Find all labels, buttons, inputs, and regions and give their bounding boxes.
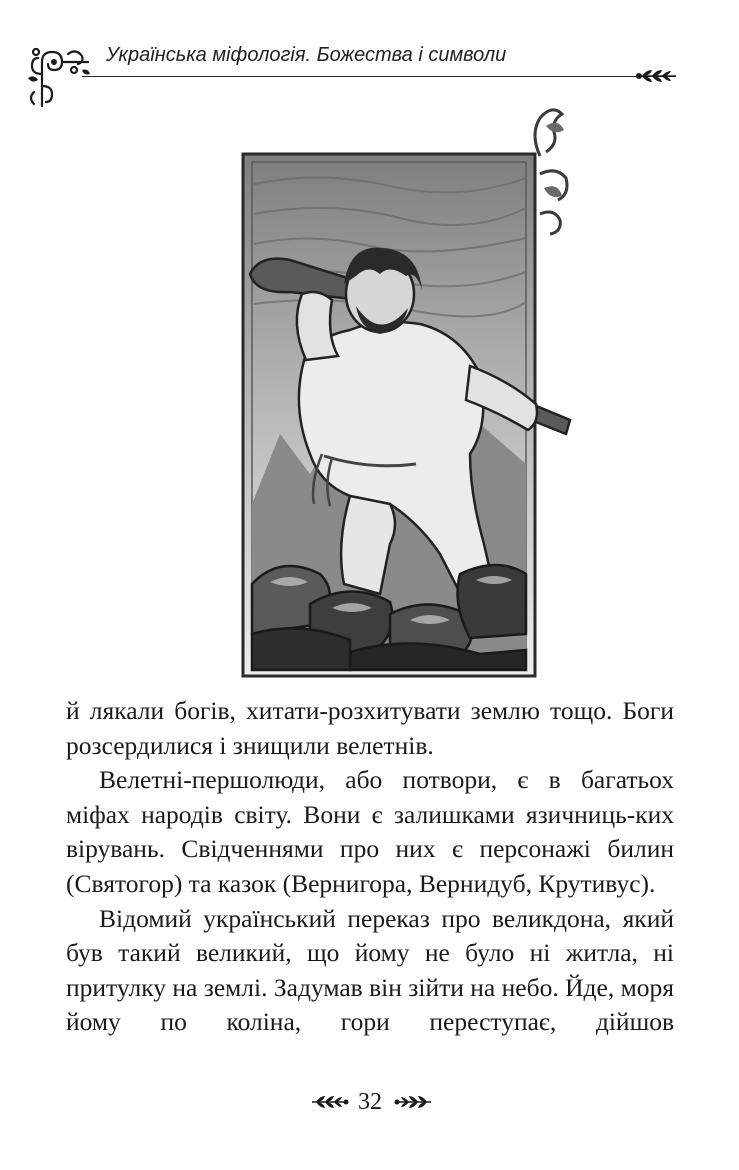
paragraph-1: й лякали богів, хитати-розхитувати землю тощо. Боги розсердилися і знищили велетнів. (66, 696, 674, 760)
leaf-flourish-icon (634, 66, 678, 86)
body-text (66, 694, 674, 1040)
page-footer (0, 1088, 739, 1118)
leaf-flourish-icon (310, 1092, 350, 1112)
leaf-flourish-icon (393, 1092, 433, 1112)
page-number: 32 (358, 1089, 382, 1115)
corner-flourish-icon (24, 44, 94, 110)
paragraph-3: Відомий український переказ про великдона, який був такий великий, що йому не було ні житла, ні притулку на землі. Задумав він зійти на небо. Йде, моря йому по коліна, гори переступає, дійшов (66, 903, 674, 1037)
header-rule (82, 76, 676, 77)
running-header-title: Українська міфологія. Божества і символи (106, 44, 507, 66)
paragraph-2: Велетні-першолюди, або потвори, є в багатьох міфах народів світу. Вони є залишками язичниць-ких вірувань. Свідченнями про них є персонажі билин (Святогор) та казок (Вернигора, Вернидуб, Крутивус). (66, 765, 674, 898)
giant-with-club-illustration (240, 104, 585, 678)
